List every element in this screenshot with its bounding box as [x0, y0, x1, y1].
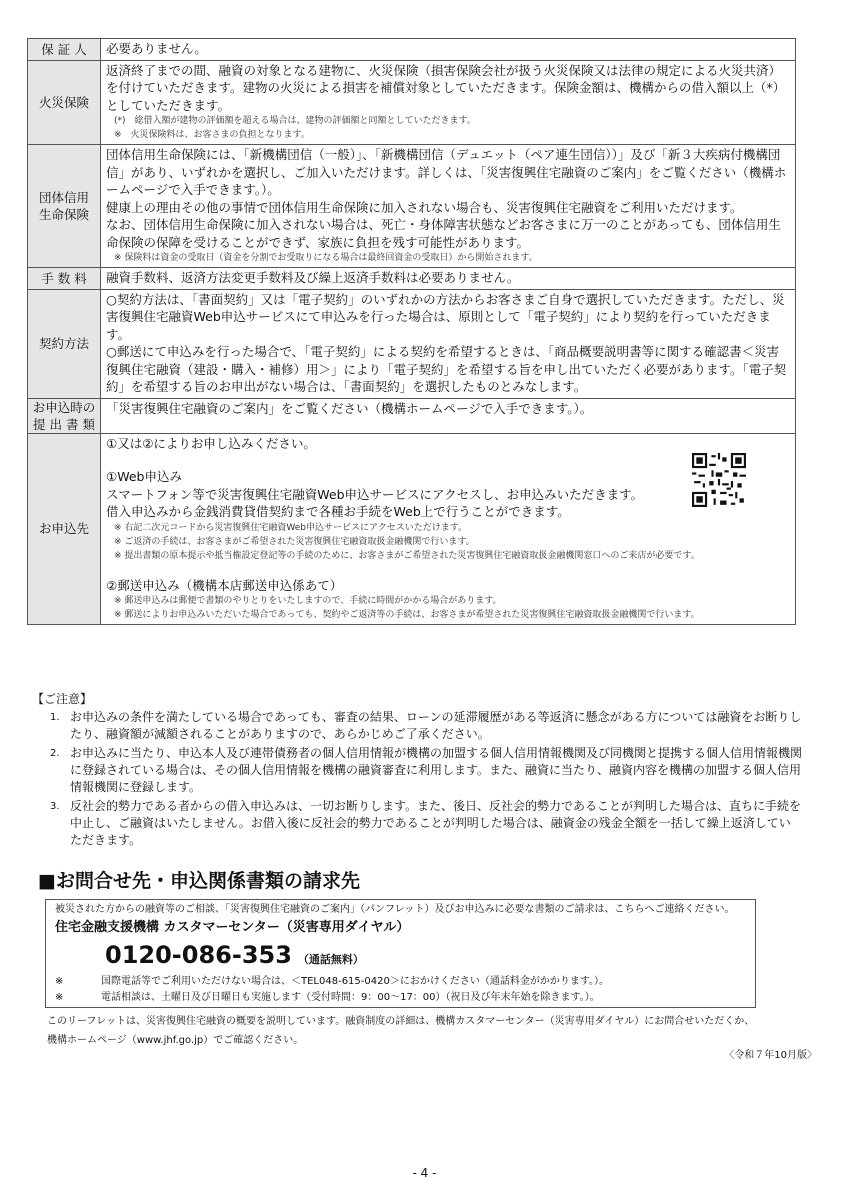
- web-application-p2: 借入申込みから金銭消費貸借契約まで各種お手続をWeb上で行うことができます。: [106, 504, 570, 519]
- footer-line-2: 機構ホームページ（www.jhf.go.jp）でご確認ください。: [47, 1035, 304, 1046]
- mail-application-title: ②郵送申込み（機構本店郵送申込係あて）: [106, 577, 343, 593]
- guarantor-row: [28, 39, 796, 61]
- contract-cell: [101, 289, 796, 398]
- web-application-p1: スマートフォン等で災害復興住宅融資Web申込サービスにアクセスし、お申込みいただきます。: [106, 486, 644, 502]
- contract-p2: ○郵送にて申込みを行った場合で、「電子契約」による契約を希望するときは、「商品概要説明書等に関する確認書＜災害復興住宅融資（建設・購入・補修）用＞」により「電子契約」を希望する旨を申し出ていただく必要があります。「電子契約」を希望する旨のお申出がない場合は、「書面契約」を選択したものとみなします。: [106, 344, 787, 394]
- note-mark: ※: [55, 992, 64, 1003]
- fire-insurance-note-1: (*) 総借入額が建物の評価額を超える場合は、建物の評価額と同額としていただきます。: [114, 116, 476, 126]
- caution-item-number: 3.: [50, 801, 60, 812]
- fire-insurance-row: [28, 60, 796, 145]
- web-note-3: ※ 提出書類の原本提示や抵当権設定登記等の手続のために、お客さまがご希望された災害復興住宅融資取扱金融機関窓口へのご来店が必要です。: [114, 550, 700, 561]
- life-insurance-row: [28, 145, 796, 268]
- contact-phone[interactable]: [105, 940, 364, 975]
- life-insurance-cell: [101, 145, 796, 268]
- contact-organization: 住宅金融支援機構 カスタマーセンター（災害専用ダイヤル）: [55, 920, 410, 935]
- caution-list: [32, 709, 802, 849]
- life-insurance-p2: 健康上の理由その他の事情で団体信用生命保険に加入されない場合も、災害復興住宅融資をご利用いただけます。: [106, 199, 743, 215]
- phone-number[interactable]: 0120-086-353: [105, 941, 292, 969]
- application-cell: [101, 433, 796, 625]
- footer-line-1: このリーフレットは、災害復興住宅融資の概要を説明しています。融資制度の詳細は、機構カスタマーセンター（災害専用ダイヤル）にお問合せいただくか、: [47, 1016, 755, 1027]
- mail-note-1: ※ 郵送申込みは郵便で書類のやりとりをいたしますので、手続に時間がかかる場合があります。: [114, 596, 502, 606]
- life-insurance-note: ※ 保険料は資金の受取日（資金を分割でお受取りになる場合は最終回資金の受取日）から開始されます。: [114, 253, 538, 263]
- caution-item: [32, 745, 802, 796]
- fees-row: [28, 268, 796, 290]
- footer-text: [47, 1012, 807, 1050]
- contact-note-1-text: 国際電話等でご利用いただけない場合は、＜TEL048-615-0420＞におかけください（通話料金がかかります。）。: [101, 976, 610, 987]
- contact-note-2-text: 電話相談は、土曜日及び日曜日も実施します（受付時間：9：00～17：00）（祝日及び年末年始を除きます。）。: [101, 992, 600, 1003]
- contract-row: [28, 289, 796, 398]
- fire-insurance-note-2: ※ 火災保険料は、お客さまの負担となります。: [114, 130, 310, 140]
- contact-note-1: [55, 975, 609, 989]
- documents-header: [28, 398, 101, 433]
- caution-item-text: 反社会的勢力である者からの借入申込みは、一切お断りします。また、後日、反社会的勢力であることが判明した場合は、直ちに手続を中止し、ご融資はいたしません。お借入後に反社会的勢力であることが判明した場合は、融資金の残金全額を一括して繰上返済していただきます。: [70, 799, 802, 847]
- page-number: - 4 -: [412, 1166, 437, 1180]
- documents-row: [28, 398, 796, 433]
- documents-text: 「災害復興住宅融資のご案内」をご覧ください（機構ホームページで入手できます。）。: [101, 398, 796, 433]
- caution-item-number: 1.: [50, 712, 60, 723]
- contract-header: 契約方法: [28, 289, 101, 398]
- life-insurance-p1: 団体信用生命保険には、「新機構団信（一般）」、「新機構団信（デュエット（ペア連生団信））」及び「新３大疾病付機構団信」があり、いずれかを選択し、ご加入いただけます。詳しくは、「災害復興住宅融資のご案内」をご覧ください（機構ホームページで入手できます。）。: [106, 147, 787, 197]
- guarantor-header: 保 証 人: [28, 39, 101, 61]
- contact-heading: ■お問合せ先・申込関係書類の請求先: [38, 870, 360, 892]
- caution-item-text: お申込みの条件を満たしている場合であっても、審査の結果、ローンの延滞履歴がある等返済に懸念がある方については融資をお断りしたり、融資額が減額されることがありますので、あらかじめご了承ください。: [70, 710, 802, 741]
- guarantor-text: 必要ありません。: [101, 39, 796, 61]
- note-mark: ※: [55, 976, 64, 987]
- caution-item-text: お申込みに当たり、申込本人及び連帯債務者の個人信用情報が機構の加盟する個人信用情報機関及び同機関と提携する個人信用情報機関に登録されている場合は、その個人信用情報を機構の融資審査に利用します。また、融資に当たり、融資内容を機構の加盟する個人信用情報機関に登録します。: [70, 746, 803, 794]
- caution-item: [32, 709, 802, 743]
- caution-title: 【ご注意】: [32, 692, 93, 706]
- documents-header-line1: お申込時の: [32, 399, 96, 415]
- caution-item-number: 2.: [50, 748, 60, 759]
- fire-insurance-text: 返済終了までの間、融資の対象となる建物に、火災保険（損害保険会社が扱う火災保険又は法律の規定による火災共済）を付けていただきます。建物の火災による損害を補償対象としていただきます。保険金額は、機構からの借入額以上（*）としていただきます。: [106, 62, 786, 113]
- application-row: [28, 433, 796, 625]
- life-insurance-header-line1: 団体信用: [38, 190, 89, 205]
- contact-intro: 被災された方からの融資等のご相談、「災害復興住宅融資のご案内」（パンフレット）及びお申込みに必要な書類のご請求は、こちらへご連絡ください。: [55, 904, 735, 915]
- qr-code-icon[interactable]: [692, 453, 746, 507]
- documents-header-line2: 提 出 書 類: [33, 416, 95, 432]
- mail-note-2: ※ 郵送によりお申込みいただいた場合であっても、契約やご返済等の手続は、お客さまが希望された災害復興住宅融資取扱金融機関で行います。: [114, 610, 700, 620]
- web-application-title: ①Web申込み: [106, 469, 182, 484]
- fire-insurance-cell: [101, 60, 796, 145]
- fire-insurance-header: 火災保険: [28, 60, 101, 145]
- life-insurance-p3: なお、団体信用生命保険に加入されない場合は、死亡・身体障害状態などお客さまに万一のことがあっても、団体信用生命保険の保障を受けることができず、家族に負担を残す可能性があります。: [106, 217, 781, 250]
- life-insurance-header: [28, 145, 101, 268]
- contact-note-2: [55, 991, 600, 1005]
- caution-item: [32, 798, 802, 849]
- conditions-table: [27, 38, 796, 625]
- fees-text: 融資手数料、返済方法変更手数料及び繰上返済手数料は必要ありません。: [101, 268, 796, 290]
- contact-box: [45, 899, 756, 1008]
- application-intro: ①又は②によりお申し込みください。: [106, 435, 316, 451]
- web-note-2: ※ ご返済の手続は、お客さまがご希望された災害復興住宅融資取扱金融機関で行います。: [114, 536, 475, 547]
- web-note-1: ※ 右記二次元コードから災害復興住宅融資Web申込サービスにアクセスいただけます。: [114, 522, 468, 533]
- edition-label: 〈令和７年10月版〉: [724, 1050, 817, 1061]
- phone-free-note: （通話無料）: [297, 953, 364, 966]
- contract-p1: ○契約方法は、「書面契約」又は「電子契約」のいずれかの方法からお客さまご自身で選択していただきます。ただし、災害復興住宅融資Web申込サービスにて申込みを行った場合は、原則として「電子契約」により契約を行っていただきます。: [106, 291, 785, 342]
- life-insurance-header-line2: 生命保険: [38, 207, 89, 222]
- caution-section: [32, 691, 802, 851]
- application-header: お申込先: [28, 433, 101, 625]
- fees-header: 手 数 料: [28, 268, 101, 290]
